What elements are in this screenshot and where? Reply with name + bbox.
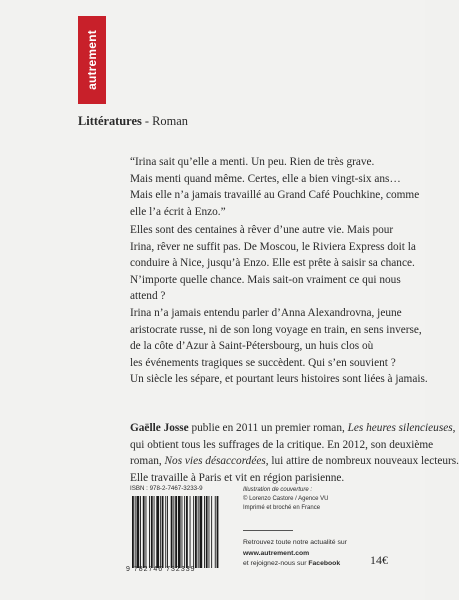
description-line: aristocrate russe, ni de son long voyage en train, en sens inverse, [130, 323, 422, 336]
credits-photographer: © Lorenzo Castore / Agence VU [243, 496, 329, 502]
promo-line: Retrouvez toute notre actualité sur [243, 539, 347, 546]
description-line: N’importe quelle chance. Mais sait-on vraiment ce qui nous [130, 273, 401, 286]
price: 14€ [370, 553, 388, 567]
author-name: Gaëlle Josse [130, 422, 189, 434]
quote-line: Mais elle n’a jamais travaillé au Grand Café Pouchkine, comme [130, 189, 420, 202]
bio-text: roman, [130, 455, 165, 468]
description-line: Irina n’a jamais entendu parler d’Anna Alexandrovna, jeune [130, 306, 402, 319]
promo-text: et rejoignez-nous sur [243, 560, 309, 567]
bio-line [130, 420, 456, 437]
isbn: ISBN : 978-2-7467-3233-9 [130, 485, 203, 492]
divider [243, 530, 293, 531]
collection-name: Littératures [78, 114, 142, 128]
website-link[interactable]: www.autrement.com [243, 549, 310, 557]
book-title: Nos vies désaccordées [164, 455, 266, 468]
author-bio [130, 420, 459, 486]
description-line: attend ? [130, 290, 166, 303]
cover-credits [243, 486, 328, 513]
credits-label: Illustration de couverture : [243, 487, 313, 493]
quote-line: “Irina sait qu’elle a menti. Un peu. Rien de très grave. [130, 156, 375, 168]
excerpt-quote [130, 154, 420, 220]
description-line: Irina, rêver ne suffit pas. De Moscou, le Riviera Express doit la [130, 240, 416, 253]
barcode-icon [132, 496, 222, 568]
publisher-logo [78, 16, 106, 104]
promo-website[interactable] [243, 549, 347, 560]
publisher-promo [243, 538, 347, 570]
barcode-digits: 9 782746 732339 [126, 566, 196, 573]
promo-line [243, 559, 347, 570]
collection-separator: - [144, 114, 150, 128]
description-line: de la côte d’Azur à Saint-Pétersbourg, un huis clos où [130, 340, 374, 353]
quote-line: Mais menti quand même. Certes, elle a bien vingt-six ans… [130, 172, 401, 185]
description-line: les événements tragiques se succèdent. Qui s’en souvient ? [130, 356, 396, 369]
bio-text: , [452, 422, 456, 434]
book-title: Les heures silencieuses [347, 422, 453, 434]
credits-printed: Imprimé et broché en France [243, 505, 321, 511]
bio-line [130, 453, 459, 470]
bio-line: qui obtient tous les suffrages de la critique. En 2012, son deuxième [130, 438, 434, 451]
description-line: Elles sont des centaines à rêver d’une autre vie. Mais pour [130, 224, 394, 236]
bio-text: , lui attire de nombreux nouveaux lecteurs. [265, 455, 459, 468]
publisher-logo-text: autrement [85, 30, 99, 90]
facebook-link[interactable]: Facebook [308, 560, 341, 567]
collection-heading [78, 114, 188, 129]
bio-text: publie en 2011 un premier roman, [188, 422, 348, 434]
collection-genre: Roman [152, 114, 188, 128]
description-line: conduire à Nice, jusqu’à Enzo. Elle est prête à saisir sa chance. [130, 257, 415, 270]
bio-line: Elle travaille à Paris et vit en région parisienne. [130, 471, 345, 484]
book-description [130, 222, 428, 388]
quote-line: elle l’a écrit à Enzo.” [130, 205, 226, 218]
description-line: Un siècle les sépare, et pourtant leurs histoires sont liées à jamais. [130, 373, 428, 386]
